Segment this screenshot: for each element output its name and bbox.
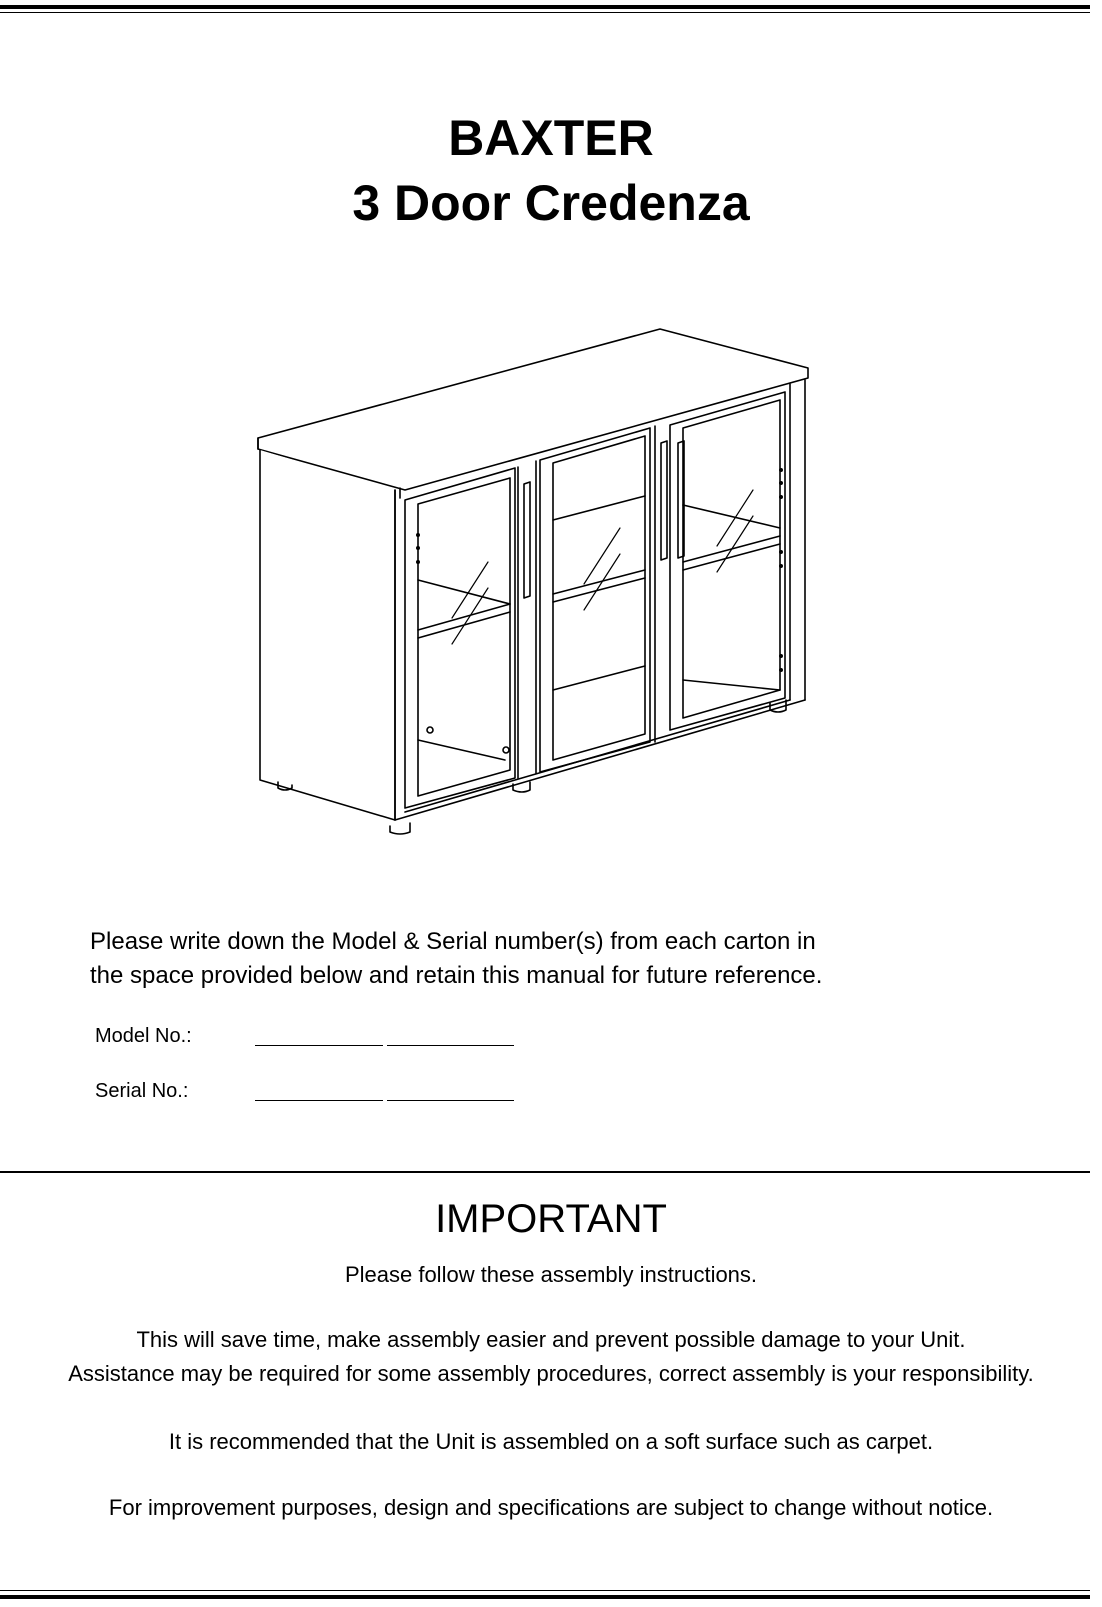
bottom-border-thick [0, 1595, 1090, 1599]
important-line: This will save time, make assembly easier and prevent possible damage to your Unit. [136, 1327, 966, 1352]
important-line: Please follow these assembly instructions. [344, 1262, 758, 1287]
credenza-illustration-icon [250, 325, 840, 845]
brand-title: BAXTER [448, 110, 654, 166]
instruction-line-2: the space provided below and retain this manual for future reference. [90, 962, 823, 989]
top-border-thick [0, 5, 1090, 9]
model-number-blank-2[interactable] [387, 1045, 514, 1046]
important-line: For improvement purposes, design and specifications are subject to change without notice. [108, 1495, 994, 1520]
top-border-thin [0, 12, 1090, 13]
important-line: Assistance may be required for some assembly procedures, correct assembly is your responsibility. [68, 1361, 1034, 1386]
model-number-label: Model No.: [95, 1025, 192, 1047]
important-heading: IMPORTANT [435, 1197, 667, 1241]
model-number-blank-1[interactable] [255, 1045, 383, 1046]
serial-number-blank-2[interactable] [387, 1100, 514, 1101]
section-divider [0, 1171, 1090, 1173]
serial-number-label: Serial No.: [95, 1080, 189, 1102]
product-title: 3 Door Credenza [352, 175, 750, 231]
serial-number-blank-1[interactable] [255, 1100, 383, 1101]
important-line: It is recommended that the Unit is assembled on a soft surface such as carpet. [168, 1429, 934, 1454]
instruction-line-1: Please write down the Model & Serial number(s) from each carton in [90, 928, 816, 955]
bottom-border-thin [0, 1590, 1090, 1591]
